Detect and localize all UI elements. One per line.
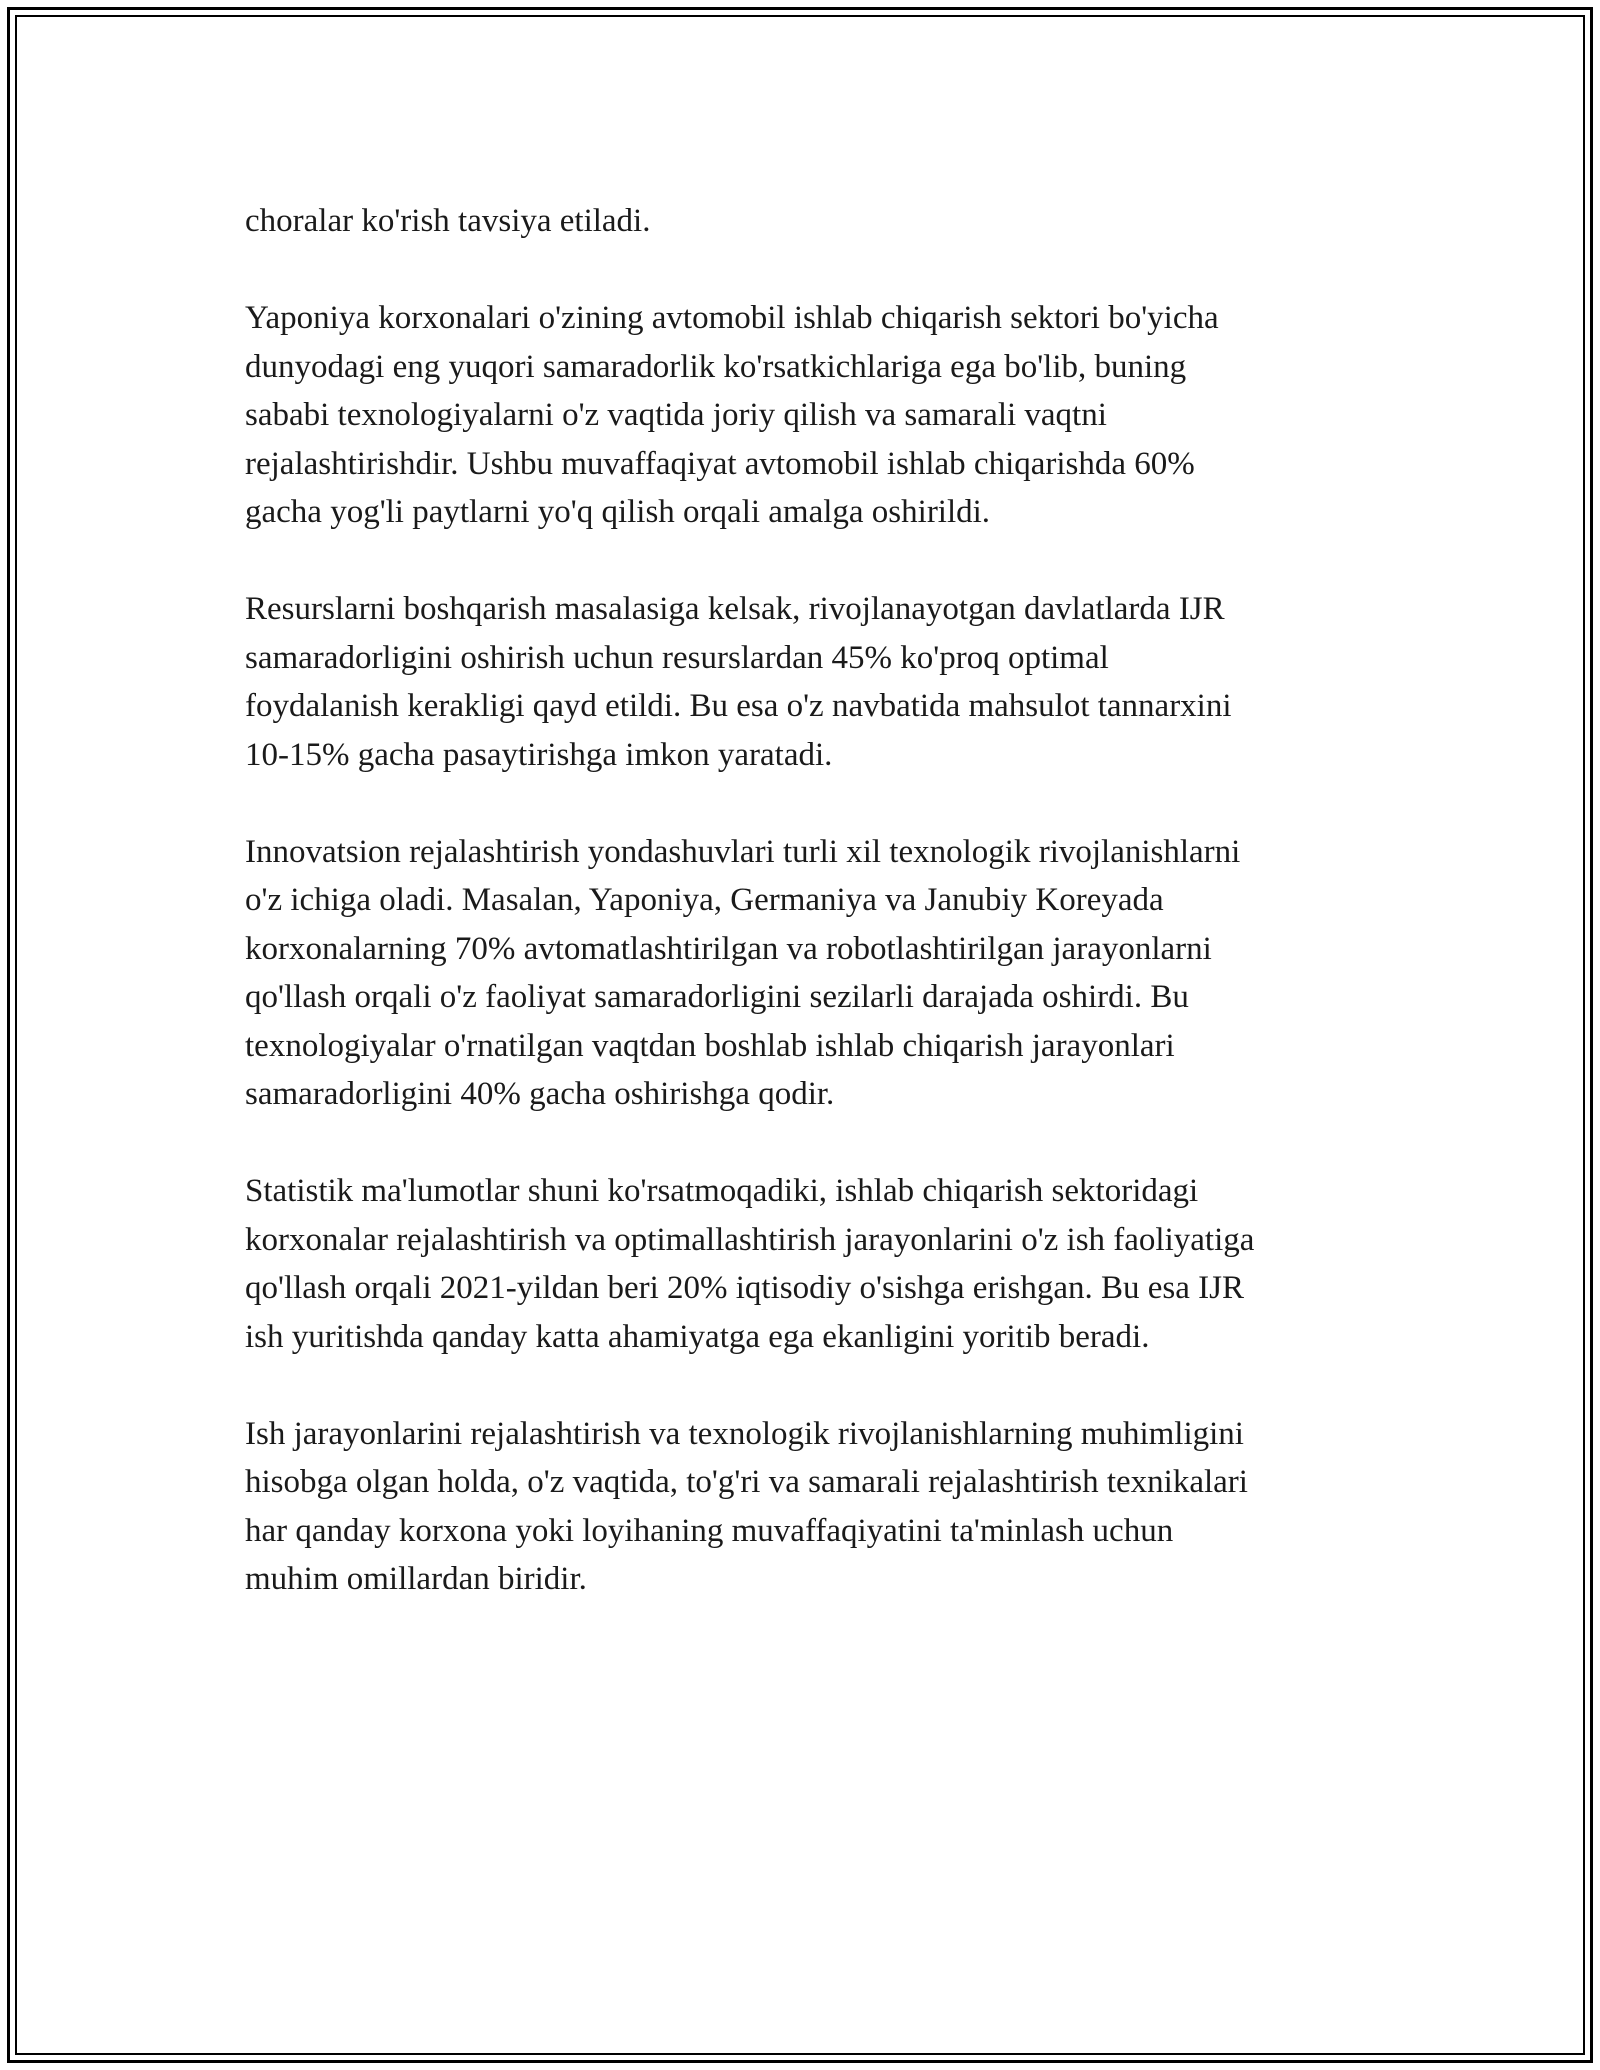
page-border xyxy=(7,7,1593,2063)
text-line: 10-15% gacha pasaytirishga imkon yaratadi. xyxy=(245,736,833,773)
text-line: foydalanish kerakligi qayd etildi. Bu esa o'z navbatida mahsulot tannarxini xyxy=(245,688,1232,724)
paragraph-3 xyxy=(245,585,1385,779)
text-line: samaradorligini oshirish uchun resurslardan 45% ko'proq optimal xyxy=(245,639,1109,676)
text-line: hisobga olgan holda, o'z vaqtida, to'g'ri va samarali rejalashtirish texnikalari xyxy=(245,1464,1248,1500)
text-line: korxonalar rejalashtirish va optimallashtirish jarayonlarini o'z ish faoliyatiga xyxy=(245,1221,1255,1258)
text-line: Ish jarayonlarini rejalashtirish va texnologik rivojlanishlarning muhimligini xyxy=(245,1415,1244,1452)
paragraph-6 xyxy=(245,1410,1385,1604)
paragraph-4 xyxy=(245,828,1385,1119)
text-line: qo'llash orqali o'z faoliyat samaradorligini sezilarli darajada oshirdi. Bu xyxy=(245,979,1189,1015)
text-line: sababi texnologiyalarni o'z vaqtida joriy qilish va samarali vaqtni xyxy=(245,397,1107,433)
text-line: muhim omillardan biridir. xyxy=(245,1561,587,1597)
text-line: samaradorligini 40% gacha oshirishga qodir. xyxy=(245,1076,835,1112)
text-line: Resurslarni boshqarish masalasiga kelsak, rivojlanayotgan davlatlarda IJR xyxy=(245,591,1225,627)
text-line: har qanday korxona yoki loyihaning muvaffaqiyatini ta'minlash uchun xyxy=(245,1512,1174,1549)
text-line: choralar ko'rish tavsiya etiladi. xyxy=(245,203,651,239)
paragraph-5 xyxy=(245,1167,1385,1361)
text-line: korxonalarning 70% avtomatlashtirilgan va robotlashtirilgan jarayonlarni xyxy=(245,930,1212,967)
paragraph-2 xyxy=(245,294,1385,537)
text-line: texnologiyalar o'rnatilgan vaqtdan boshlab ishlab chiqarish jarayonlari xyxy=(245,1027,1175,1064)
paragraph-1 xyxy=(245,197,1385,246)
document-body xyxy=(245,197,1385,1652)
text-line: qo'llash orqali 2021-yildan beri 20% iqtisodiy o'sishga erishgan. Bu esa IJR xyxy=(245,1270,1245,1306)
text-line: Statistik ma'lumotlar shuni ko'rsatmoqadiki, ishlab chiqarish sektoridagi xyxy=(245,1173,1199,1209)
text-line: dunyodagi eng yuqori samaradorlik ko'rsatkichlariga ega bo'lib, buning xyxy=(245,348,1187,385)
text-line: o'z ichiga oladi. Masalan, Yaponiya, Germaniya va Janubiy Koreyada xyxy=(245,882,1164,918)
text-line: ish yuritishda qanday katta ahamiyatga ega ekanligini yoritib beradi. xyxy=(245,1318,1150,1355)
text-line: gacha yog'li paytlarni yo'q qilish orqali amalga oshirildi. xyxy=(245,494,991,530)
text-line: Yaponiya korxonalari o'zining avtomobil ishlab chiqarish sektori bo'yicha xyxy=(245,300,1219,336)
text-line: rejalashtirishdir. Ushbu muvaffaqiyat avtomobil ishlab chiqarishda 60% xyxy=(245,445,1195,482)
text-line: Innovatsion rejalashtirish yondashuvlari turli xil texnologik rivojlanishlarni xyxy=(245,833,1241,870)
